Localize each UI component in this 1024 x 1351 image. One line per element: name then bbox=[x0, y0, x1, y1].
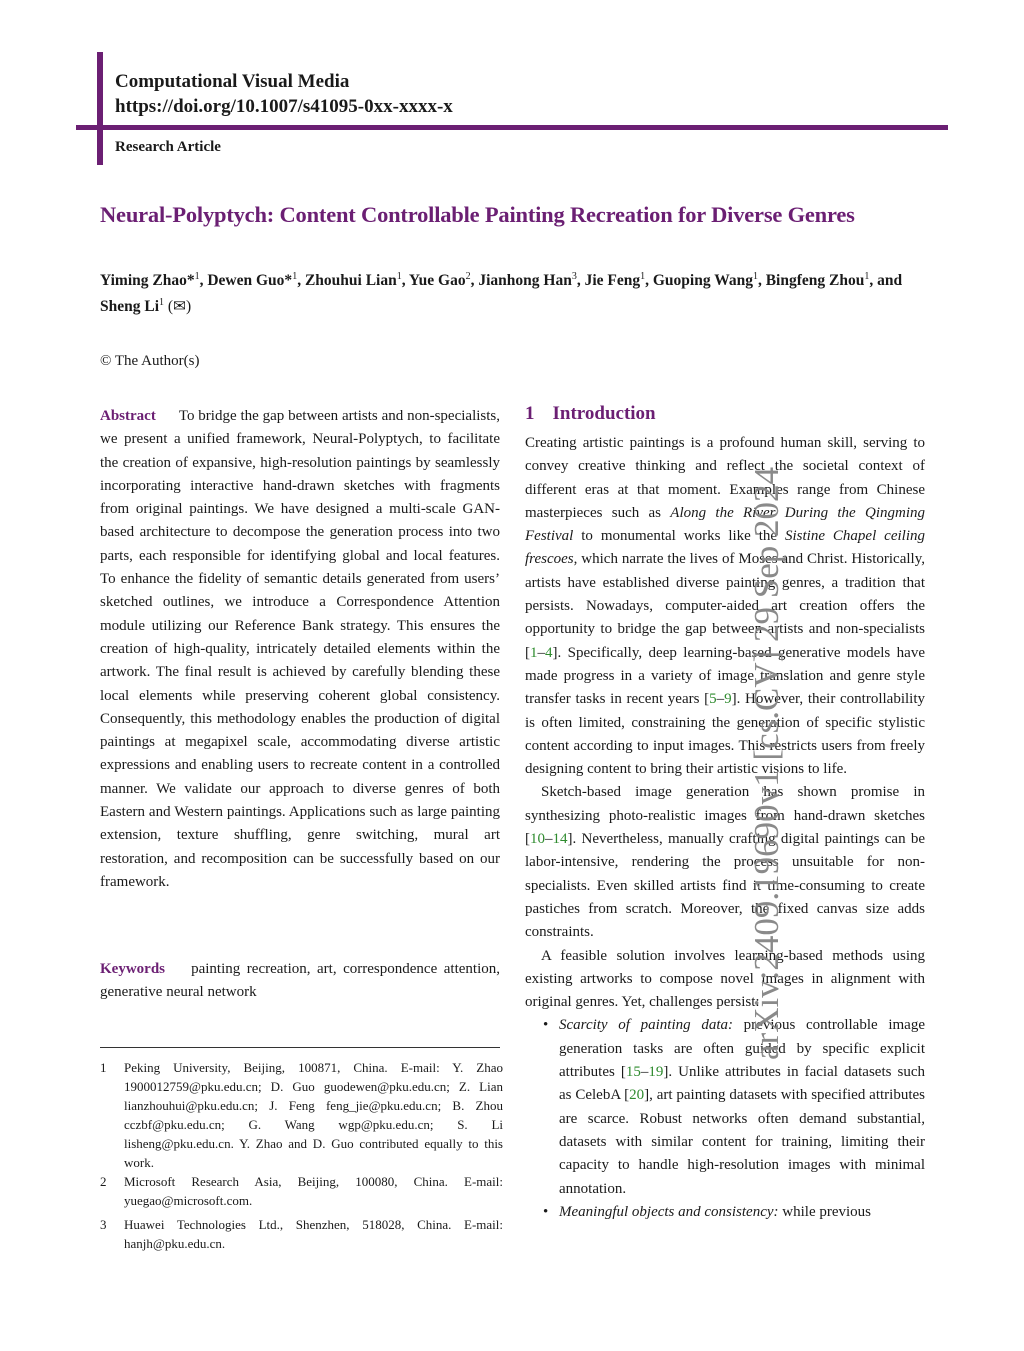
bullet-icon: • bbox=[543, 1203, 549, 1220]
text-run: ]. Specifically, deep learning-based generative models have made progress in a variety of image translation and genre style transfer tasks in recent years [ bbox=[525, 644, 925, 708]
footnote-number: 3 bbox=[100, 1217, 107, 1232]
author-name: , Zhouhui Lian bbox=[297, 272, 397, 290]
citation-link[interactable]: 14 bbox=[552, 831, 568, 848]
citation-link[interactable]: 20 bbox=[629, 1087, 645, 1104]
author-name: , Yue Gao bbox=[401, 272, 466, 290]
keywords-text: painting recreation, art, correspondence attention, generative neural network bbox=[100, 961, 500, 1001]
author-name: , Guoping Wang bbox=[645, 272, 753, 290]
doi-link[interactable]: https://doi.org/10.1007/s41095-0xx-xxxx-x bbox=[115, 96, 453, 117]
citation-link[interactable]: 4 bbox=[545, 644, 553, 661]
arxiv-watermark bbox=[738, 315, 798, 1075]
list-item bbox=[525, 1014, 925, 1200]
journal-name: Computational Visual Media bbox=[115, 71, 350, 92]
text-run: ]. However, their controllability is often limited, constraining the generation of specific stylistic content according to input images. This restricts users from freely designing content to bring their artistic visions to life. bbox=[525, 691, 925, 778]
text-run: while previous bbox=[778, 1203, 872, 1220]
bullet-lead: Scarcity of painting data: bbox=[559, 1017, 733, 1034]
paper-title: Neural-Polyptych: Content Controllable Painting Recreation for Diverse Genres bbox=[100, 202, 855, 227]
citation-link[interactable]: 19 bbox=[648, 1064, 664, 1081]
text-run: to monumental works like the bbox=[573, 528, 785, 545]
footnote-divider bbox=[100, 1047, 500, 1048]
bullet-lead: Meaningful objects and consistency: bbox=[559, 1203, 779, 1220]
paragraph bbox=[525, 432, 925, 781]
author-name: , Dewen Guo* bbox=[199, 272, 293, 290]
footnote-text: Huawei Technologies Ltd., Shenzhen, 518028, China. E-mail: hanjh@pku.edu.cn. bbox=[124, 1217, 503, 1251]
section-number: 1 bbox=[525, 403, 535, 424]
italic-title: Sistine Chapel ceiling frescoes bbox=[525, 528, 925, 568]
footnote-number: 2 bbox=[100, 1174, 107, 1189]
author-name: , Bingfeng Zhou bbox=[757, 272, 865, 290]
section-heading-introduction bbox=[525, 403, 656, 425]
citation-link[interactable]: 5 bbox=[709, 691, 717, 708]
citation-link[interactable]: 10 bbox=[530, 831, 545, 848]
text-run: ]. Unlike attributes in facial datasets such as CelebA [ bbox=[559, 1064, 925, 1104]
text-run: – bbox=[640, 1064, 649, 1081]
citation-link[interactable]: 15 bbox=[625, 1064, 641, 1081]
abstract bbox=[100, 405, 500, 894]
footnote-text: Peking University, Beijing, 100871, China. E-mail: Y. Zhao 1900012759@pku.edu.cn; D. Guo guodewen@pku.edu.cn; Z. Lian lianzhouhui@pku.edu.cn; J. Feng feng_jie@pku.edu.cn; B. Zhou cczbf@pku.edu.cn; G. Wang wgp@pku.edu.cn; S. Li lisheng@pku.edu.cn. Y. Zhao and D. Guo contributed equally to this work. bbox=[124, 1060, 503, 1170]
copyright-notice: © The Author(s) bbox=[100, 353, 200, 369]
footnote-number: 1 bbox=[100, 1060, 107, 1075]
affiliation-mark: 1 bbox=[752, 271, 758, 282]
list-item bbox=[525, 1201, 925, 1224]
text-run: – bbox=[716, 691, 725, 708]
affiliation-mark: 1 bbox=[194, 271, 200, 282]
bullet-icon: • bbox=[543, 1017, 549, 1034]
affiliation-mark: 3 bbox=[571, 271, 577, 282]
citation-link[interactable]: 1 bbox=[530, 644, 538, 661]
article-type: Research Article bbox=[115, 139, 221, 155]
text-run: – bbox=[537, 644, 545, 661]
arxiv-watermark-text: arXiv:2409.19690v1 [cs.CV] 29 Sep 2024 bbox=[747, 466, 786, 1060]
italic-title: Along the River During the Qingming Festival bbox=[525, 504, 925, 545]
affiliation-mark: 1 bbox=[864, 271, 870, 282]
paragraph: A feasible solution involves learning-based methods using existing artworks to compose novel images in alignment with original genres. Yet, challenges persist: bbox=[525, 947, 925, 1011]
text-run: ]. Nevertheless, manually crafting digital paintings can be labor-intensive, rendering the process unsuitable for non-specialists. Even skilled artists find it time-consuming to create pastiches from scratch. Moreover, the fixed canvas size adds constraints. bbox=[525, 831, 925, 941]
affiliation-mark: 1 bbox=[292, 271, 298, 282]
envelope-icon[interactable]: (✉) bbox=[167, 298, 192, 316]
footnote-text: Microsoft Research Asia, Beijing, 100080, China. E-mail: yuegao@microsoft.com. bbox=[124, 1174, 503, 1208]
section-title: Introduction bbox=[552, 403, 656, 424]
affiliation-mark: 1 bbox=[159, 297, 165, 309]
keywords bbox=[100, 958, 500, 1005]
affiliation-mark: 1 bbox=[396, 271, 402, 282]
footnote-2 bbox=[100, 1172, 503, 1210]
footnote-1 bbox=[100, 1058, 503, 1172]
keywords-label: Keywords bbox=[100, 961, 165, 977]
text-run: Creating artistic paintings is a profound human skill, serving to convey creative thinking and reflect the societal context of different eras at that moment. Examples range from Chinese masterpieces such as bbox=[525, 435, 925, 521]
author-name: Yiming Zhao* bbox=[100, 272, 195, 290]
header-vertical-rule bbox=[97, 52, 103, 165]
author-name: , Jie Feng bbox=[576, 272, 641, 290]
text-run: – bbox=[545, 831, 553, 848]
paragraph bbox=[525, 781, 925, 944]
author-name: , and Sheng Li bbox=[100, 272, 903, 316]
header-horizontal-rule bbox=[76, 125, 948, 130]
footnote-3 bbox=[100, 1215, 503, 1253]
introduction-body bbox=[525, 432, 925, 1224]
text-run: , which narrate the lives of Moses and Christ. Historically, artists have established diverse painting genres, a tradition that persists. Nowadays, computer-aided art creation offers the opportunity to bridge the gap between artists and non-specialists [ bbox=[525, 551, 925, 661]
affiliation-mark: 2 bbox=[465, 271, 471, 282]
abstract-text: To bridge the gap between artists and non-specialists, we present a unified framework, Neural-Polyptych, to facilitate the creation of expansive, high-resolution paintings by seamlessly incorporating interactive hand-drawn sketches with fragments from original paintings. We have designed a multi-scale GAN-based architecture to decompose the generation process into two parts, each responsible for identifying global and local features. To enhance the fidelity of semantic details generated from users’ sketched outlines, we introduce a Correspondence Attention module utilizing our Reference Bank strategy. This ensures the creation of high-quality, intricately detailed elements within the artwork. The final result is achieved by carefully blending these local elements while preserving coherent global consistency. Consequently, this methodology enables the production of digital paintings at megapixel scale, accommodating diverse artistic expressions and enabling users to recreate content in a controlled manner. We validate our approach to diverse genres of both Eastern and Western paintings. Applications such as large painting extension, texture shuffling, genre switching, mural art restoration, and recomposition can be successfully based on our framework. bbox=[100, 408, 501, 890]
abstract-label: Abstract bbox=[100, 408, 156, 424]
author-name: , Jianhong Han bbox=[470, 272, 572, 290]
author-list bbox=[100, 266, 930, 318]
text-run: ], art painting datasets with specified attributes are scarce. Robust networks often demand substantial, datasets with similar content for training, limiting their capacity to handle high-resolution images with minimal annotation. bbox=[559, 1087, 925, 1197]
affiliation-mark: 1 bbox=[640, 271, 646, 282]
citation-link[interactable]: 9 bbox=[724, 691, 732, 708]
text-run: previous controllable image generation tasks are often guided by specific explicit attributes [ bbox=[559, 1017, 925, 1081]
text-run: Sketch-based image generation has shown promise in synthesizing photo-realistic images from hand-drawn sketches [ bbox=[525, 784, 925, 848]
challenge-list bbox=[525, 1014, 925, 1224]
